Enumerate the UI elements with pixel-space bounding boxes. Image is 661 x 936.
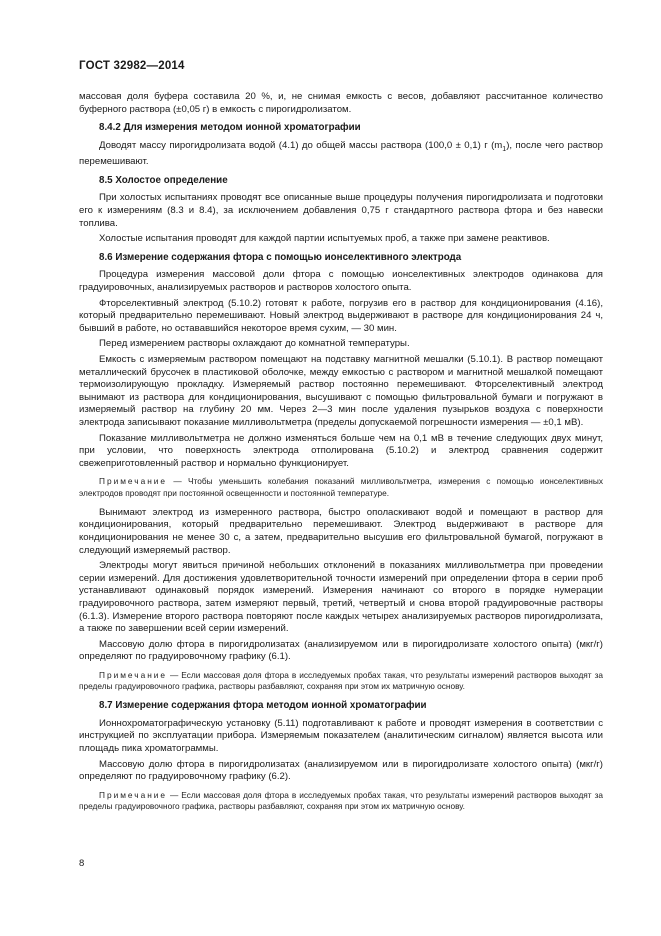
paragraph-8-5-1: При холостых испытаниях проводят все описанные выше процедуры получения пирогидролизата и подготовки его к измерениям (8.3 и 8.4), за исключением добавления 0,75 г стандартного раствора фтора и без навески топлива. xyxy=(79,192,603,229)
paragraph-8-7-2: Массовую долю фтора в пирогидролизатах (анализируемом или в пирогидролизате холостого опыта) (мкг/г) определяют по градуировочному графику (6.2). xyxy=(79,758,603,783)
paragraph-8-5-2: Холостые испытания проводят для каждой партии испытуемых проб, а также при замене реактивов. xyxy=(99,233,550,245)
paragraph-8-6-6: Вынимают электрод из измеренного раствора, быстро ополаскивают водой и помещают в раствор для кондиционирования, который предварительно перемешивают. Электрод выдерживают в растворе для кондиционирования не менее 30 с, а затем, предварительно высушив его фильтровальной бумагой, погружают в следующий измеряемый раствор. xyxy=(79,506,603,556)
note-3: Примечание — Если массовая доля фтора в исследуемых пробах такая, что результаты измерений растворов выходят за пределы градуировочного графика, растворы разбавляют, сохраняя при этом их матричную основу. xyxy=(79,789,603,812)
paragraph-8-7-1: Ионнохроматографическую установку (5.11) подготавливают к работе и проводят измерения в соответствии с инструкцией по эксплуатации прибора. Измеряемым показателем (аналитическим сигналом) является высота или площадь пика хроматограммы. xyxy=(79,717,603,755)
note-label: Примечание xyxy=(99,476,168,487)
section-heading-8-4-2: 8.4.2 Для измерения методом ионной хроматографии xyxy=(99,122,361,134)
paragraph-8-6-1: Процедура измерения массовой доли фтора с помощью ионселективных электродов одинакова для градуировочных, анализируемых растворов и растворов холостого опыта. xyxy=(79,269,603,294)
note-1: Примечание — Чтобы уменьшить колебания показаний милливольтметра, измерения с помощью ионселективных электродов проводят при постоянной освещенности и постоянной температуре. xyxy=(79,476,603,498)
section-heading-8-7: 8.7 Измерение содержания фтора методом ионной хроматографии xyxy=(99,700,427,712)
paragraph-8-4-2: Доводят массу пирогидролизата водой (4.1) до общей массы раствора (100,0 ± 0,1) г $(m_1)$, после чего раствор перемешивают. xyxy=(79,139,603,168)
note-2: Примечание — Если массовая доля фтора в исследуемых пробах такая, что результаты измерений растворов выходят за пределы градуировочного графика, растворы разбавляют, сохраняя при этом их матричную основу. xyxy=(79,669,603,692)
paragraph-8-6-8: Массовую долю фтора в пирогидролизатах (анализируемом или в пирогидролизате холостого опыта) (мкг/г) определяют по градуировочному графику (6.1). xyxy=(79,638,603,663)
note-label: Примечание xyxy=(99,669,168,680)
paragraph-8-6-3: Перед измерением растворы охлаждают до комнатной температуры. xyxy=(99,338,410,350)
paragraph-8-6-7: Электроды могут явиться причиной небольших отклонений в показаниях милливольтметра при проведении серии измерений. Для достижения удовлетворительной точности измерений при определении фтора в серии проб устанавливают одинаковый порядок измерений. Измерения начинают со второго в порядке нумерации градуировочного раствора, затем измеряют первый, третий, четвертый и снова второй градуировочные растворы (6.1.3). Измерение второго раствора повторяют после каждых четырех анализируемых растворов пирогидролизата, а также по завершении всей серии измерений. xyxy=(79,560,603,635)
paragraph-continuation: массовая доля буфера составила 20 %, и, не снимая емкость с весов, добавляют рассчитанное количество буферного раствора (±0,05 г) в емкость с пирогидролизатом. xyxy=(79,91,603,115)
section-heading-8-6: 8.6 Измерение содержания фтора с помощью ионселективного электрода xyxy=(99,251,462,263)
paragraph-8-6-5: Показание милливольтметра не должно изменяться больше чем на 0,1 мВ в течение следующих двух минут, при условии, что поверхность электрода отполирована (5.10.2) и электрод сравнения содержит свежеприготовленный раствор и нормально функционирует. xyxy=(79,432,603,469)
document-code-header: ГОСТ 32982—2014 xyxy=(79,60,185,72)
section-heading-8-5: 8.5 Холостое определение xyxy=(99,174,228,186)
note-label: Примечание xyxy=(99,789,168,800)
document-body xyxy=(79,91,603,820)
page-number: 8 xyxy=(79,858,85,869)
paragraph-8-6-2: Фторселективный электрод (5.10.2) готовят к работе, погрузив его в раствор для кондиционирования (4.16), который предварительно перемешивают. Новый электрод выдерживают в растворе для кондиционирования 24 ч, бывший в работе, но остававшийся некоторое время сухим, — 30 мин. xyxy=(79,297,603,334)
paragraph-8-6-4: Емкость с измеряемым раствором помещают на подставку магнитной мешалки (5.10.1). В раствор помещают металлический брусочек в пластиковой оболочке, между емкостью с раствором и магнитной мешалкой помещают термоизолирующую прокладку. Измеряемый раствор постоянно перемешивают. Фторселективный электрод вынимают из раствора для кондиционирования, высушивают с помощью фильтровальной бумаги и погружают в измеряемый раствор на глубину 20 мм. Через 2—3 мин после удаления пузырьков воздуха с поверхности электрода записывают показание милливольтметра (пределы допускаемой погрешности измерения — ±0,1 мВ). xyxy=(79,354,603,428)
